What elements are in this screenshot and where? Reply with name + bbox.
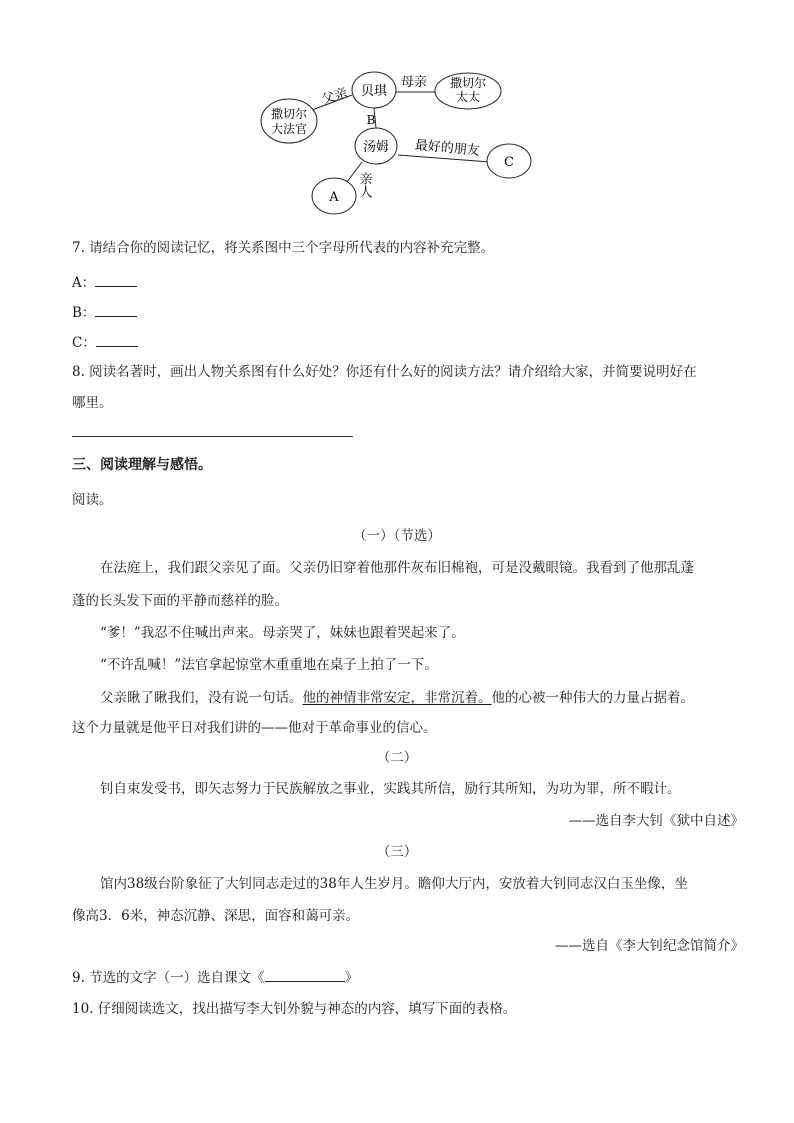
q7-a-blank[interactable] — [95, 274, 137, 287]
node-tangmu-label: 汤姆 — [362, 140, 390, 155]
passage1-p4-line1 — [100, 686, 694, 706]
passage1-p4-pre: 父亲瞅了瞅我们，没有说一句话。 — [100, 690, 303, 706]
passage3-source: ——选自《李大钊纪念馆简介》 — [555, 938, 744, 954]
passage1-p2: “爹！”我忍不住喊出声来。母亲哭了，妹妹也跟着哭起来了。 — [100, 625, 465, 641]
q10: 10. 仔细阅读选文，找出描写李大钊外貌与神态的内容，填写下面的表格。 — [72, 1001, 517, 1017]
q8-line-1: 8. 阅读名著时，画出人物关系图有什么好处？你还有什么好的阅读方法？请介绍给大家，并简要说明好在 — [72, 364, 697, 380]
q9-blank[interactable] — [265, 969, 345, 982]
node-beiqi-label: 贝琪 — [360, 84, 388, 99]
q7-c-label: C： — [72, 335, 96, 351]
q7-a-label: A： — [72, 275, 96, 291]
section3-intro: 阅读。 — [72, 492, 113, 508]
passage1-p1-line1: 在法庭上，我们跟父亲见了面。父亲仍旧穿着他那件灰布旧棉袍，可是没戴眼镜。我看到了他那乱蓬 — [100, 560, 694, 576]
passage1-title: （一）（节选） — [353, 528, 441, 544]
passage2-text: 钊自束发受书，即矢志努力于民族解放之事业，实践其所信，励行其所知，为功为罪，所不暇计。 — [100, 781, 681, 797]
q9-post: 》 — [344, 970, 359, 986]
edge-label-b: B — [366, 113, 376, 127]
passage2-title: （二） — [376, 750, 418, 766]
q7-answer-c — [72, 331, 138, 351]
node-a-label: A — [329, 190, 339, 205]
q7-b-blank[interactable] — [95, 304, 137, 317]
passage1-p4-post: 他的心被一种伟大的力量占据着。 — [491, 690, 694, 706]
q7-b-label: B： — [72, 305, 96, 321]
q8-answer-line[interactable] — [72, 436, 353, 437]
q7-answer-b — [72, 301, 137, 321]
passage2-source: ——选自李大钊《狱中自述》 — [568, 813, 744, 829]
node-c-label: C — [504, 155, 514, 170]
edge-label-father: 父亲 — [320, 85, 350, 108]
passage1-p4-line2: 这个力量就是他平日对我们讲的——他对于革命事业的信心。 — [72, 720, 437, 736]
q7-answer-a — [72, 271, 137, 291]
relationship-diagram — [0, 0, 794, 230]
q7-c-blank[interactable] — [96, 334, 138, 347]
node-judge-label-2: 大法官 — [270, 122, 308, 136]
q9-pre: 9. 节选的文字（一）选自课文《 — [72, 970, 265, 986]
section3-heading: 三、阅读理解与感悟。 — [72, 457, 212, 473]
passage3-line1: 馆内38级台阶象征了大钊同志走过的38年人生岁月。瞻仰大厅内，安放着大钊同志汉白玉坐像，坐 — [100, 876, 688, 892]
passage1-p1-line2: 蓬的长头发下面的平静而慈祥的脸。 — [72, 593, 288, 609]
q8-line-2: 哪里。 — [72, 395, 113, 411]
passage3-line2: 像高3．6米，神态沉静、深思，面容和蔼可亲。 — [72, 908, 360, 924]
edge-label-relative: 亲人 — [356, 172, 372, 198]
q7-prompt: 7. 请结合你的阅读记忆，将关系图中三个字母所代表的内容补充完整。 — [72, 240, 495, 256]
passage3-title: （三） — [376, 844, 418, 860]
node-judge-label-1: 撒切尔 — [270, 107, 308, 121]
passage1-p3: “不许乱喊！”法官拿起惊堂木重重地在桌子上拍了一下。 — [100, 657, 438, 673]
edge-label-mother: 母亲 — [400, 75, 428, 90]
passage1-p4-underlined: 他的神情非常安定，非常沉着。 — [302, 690, 492, 706]
q9 — [72, 966, 358, 986]
edge-label-best-friend: 最好的朋友 — [414, 138, 481, 159]
node-mother-label-2: 太太 — [455, 90, 481, 104]
node-judge — [261, 99, 317, 143]
node-mother-label-1: 撒切尔 — [449, 76, 487, 90]
